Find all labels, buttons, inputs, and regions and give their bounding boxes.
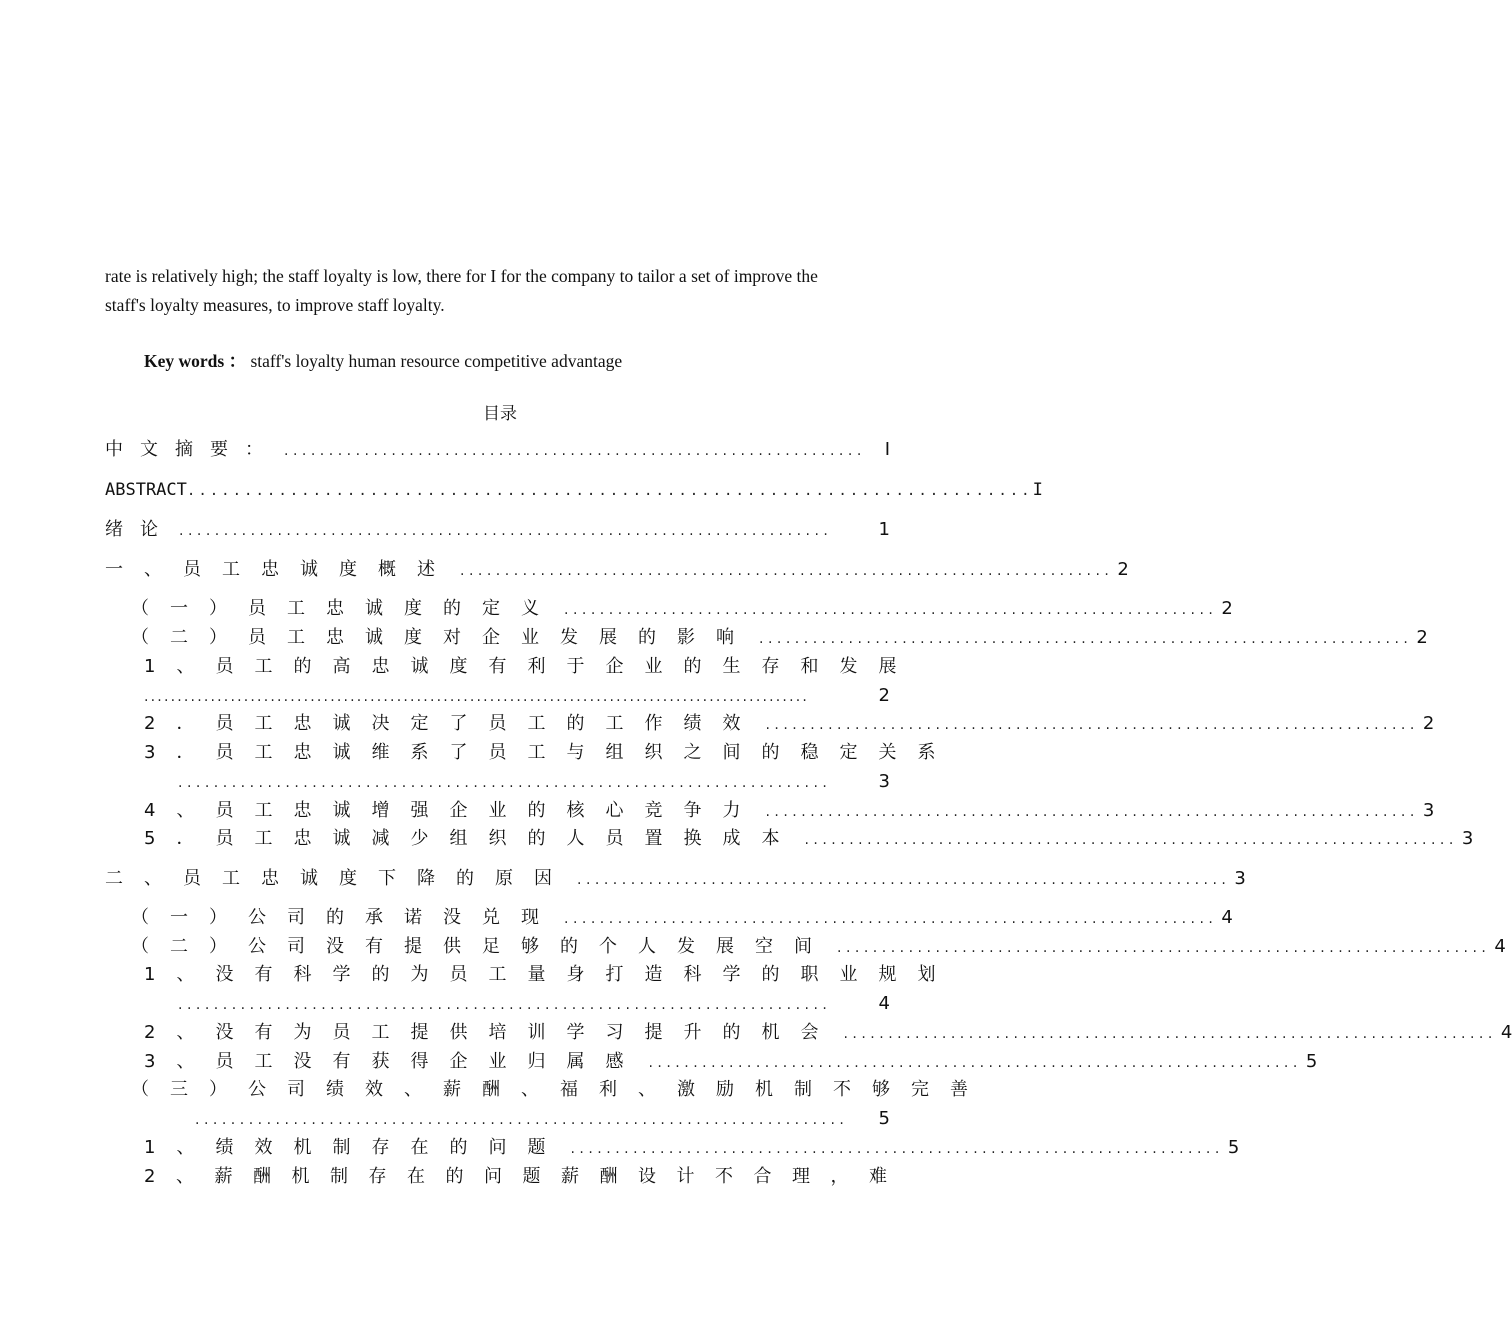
toc-entry-page: 4 [1494,936,1506,957]
toc-entry[interactable] [105,517,890,543]
toc-entry-page: I [1032,480,1043,500]
toc-entry-text: （二）员工忠诚度对企业发展的影响 [131,627,755,648]
toc-leader: ......................................................................... [759,631,1413,647]
toc-leader: .................................................................................................... [144,689,810,705]
toc-leader: .......................................................................... [186,483,1033,499]
toc-entry-text: 1、绩效机制存在的问题 [144,1137,567,1158]
toc-leader: ......................................................................... [570,1141,1224,1157]
toc-entry[interactable] [144,1049,1318,1075]
toc-entry-page: 3 [878,771,890,792]
toc-entry-text: 5．员工忠诚减少组织的人员置换成本 [144,828,801,849]
toc-entry[interactable] [144,826,1474,852]
toc-entry-page: 5 [1227,1137,1240,1158]
toc-entry-page: 5 [1305,1051,1318,1072]
toc-entry-text: 二、员工忠诚度下降的原因 [105,868,573,889]
toc-entry-continuation[interactable] [144,683,890,709]
toc-entry[interactable] [131,625,1428,651]
toc-entry-text: 4、员工忠诚增强企业的核心竞争力 [144,800,762,821]
toc-entry-continuation[interactable] [144,769,890,795]
toc-entry-text: 2、薪酬机制存在的问题薪酬设计不合理，难 [144,1166,908,1187]
toc-entry-text: 一、员工忠诚度概述 [105,559,456,580]
toc-leader: ......................................................................... [843,1026,1497,1042]
toc-entry[interactable] [144,1020,1512,1046]
toc-entry-text: 中文摘要： [105,439,280,460]
toc-leader: ......................................................................... [195,1112,849,1128]
toc-entry-page: 2 [878,685,890,706]
toc-entry-text: 1、员工的高忠诚度有利于企业的生存和发展 [144,656,918,677]
toc-entry-text: （三）公司绩效、薪酬、福利、激励机制不够完善 [131,1079,989,1100]
toc-entry-text: 2．员工忠诚决定了员工的工作绩效 [144,713,762,734]
toc-entry-page: 5 [878,1108,890,1129]
toc-entry-page: 2 [1221,598,1233,619]
toc-entry[interactable] [144,798,1435,824]
keywords-label: Key words ： [144,351,247,371]
toc-leader: ......................................................................... [765,717,1419,733]
toc-entry-page: 4 [1500,1022,1512,1043]
toc-entry[interactable] [144,740,957,766]
toc-title: 目录 [483,404,517,424]
toc-entry-page: 2 [1416,627,1428,648]
toc-entry-page: I [884,439,890,460]
toc-leader: ......................................................................... [178,997,832,1013]
toc-entry[interactable] [105,866,1246,892]
toc-entry[interactable] [131,596,1233,622]
toc-entry-text: 3、员工没有获得企业归属感 [144,1051,645,1072]
toc-entry[interactable] [105,437,890,463]
toc-entry[interactable] [105,557,1129,583]
toc-entry-continuation[interactable] [144,991,890,1017]
toc-entry[interactable] [144,1164,908,1190]
abstract-line-2: staff's loyalty measures, to improve staff loyalty. [105,295,445,315]
toc-leader: ......................................................................... [837,940,1491,956]
toc-entry-text: （二）公司没有提供足够的个人发展空间 [131,936,833,957]
toc-entry[interactable] [131,1077,989,1103]
toc-entry-page: 3 [1422,800,1435,821]
toc-entry-text: 绪论 [105,519,175,540]
toc-entry-page: 2 [1117,559,1129,580]
toc-entry-page: 4 [878,993,890,1014]
toc-entry[interactable] [131,934,1506,960]
toc-entry[interactable] [144,962,957,988]
toc-leader: ......................................................................... [648,1055,1302,1071]
keywords-text: staff's loyalty human resource competitive advantage [250,351,623,371]
toc-leader: ................................................................. [284,443,866,459]
toc-entry-page: 2 [1422,713,1435,734]
toc-entry-page: 4 [1221,907,1233,928]
toc-leader: ......................................................................... [564,911,1218,927]
toc-entry-text: 1、没有科学的为员工量身打造科学的职业规划 [144,964,957,985]
toc-leader: ......................................................................... [460,563,1114,579]
keywords-line [144,348,622,373]
toc-entry[interactable] [144,711,1435,737]
toc-entry[interactable] [131,905,1233,931]
toc-entry-text: 2、没有为员工提供培训学习提升的机会 [144,1022,840,1043]
toc-leader: ......................................................................... [179,523,833,539]
toc-entry[interactable] [105,477,1043,503]
toc-leader: ......................................................................... [765,804,1419,820]
toc-entry-continuation[interactable] [125,1106,890,1132]
toc-leader: ......................................................................... [178,775,832,791]
toc-leader: ......................................................................... [564,602,1218,618]
toc-entry-text: 3．员工忠诚维系了员工与组织之间的稳定关系 [144,742,957,763]
abstract-line-1: rate is relatively high; the staff loyalty is low, there for I for the company to tailor a set of improve the [105,266,818,286]
toc-entry-text: （一）员工忠诚度的定义 [131,598,560,619]
toc-entry-text: （一）公司的承诺没兑现 [131,907,560,928]
toc-entry[interactable] [144,654,918,680]
toc-entry-text: ABSTRACT [105,480,187,500]
toc-entry[interactable] [144,1135,1240,1161]
toc-leader: ......................................................................... [804,832,1458,848]
toc-entry-page: 3 [1234,868,1246,889]
toc-entry-page: 3 [1461,828,1474,849]
toc-entry-page: 1 [878,519,890,540]
toc-leader: ......................................................................... [577,872,1231,888]
